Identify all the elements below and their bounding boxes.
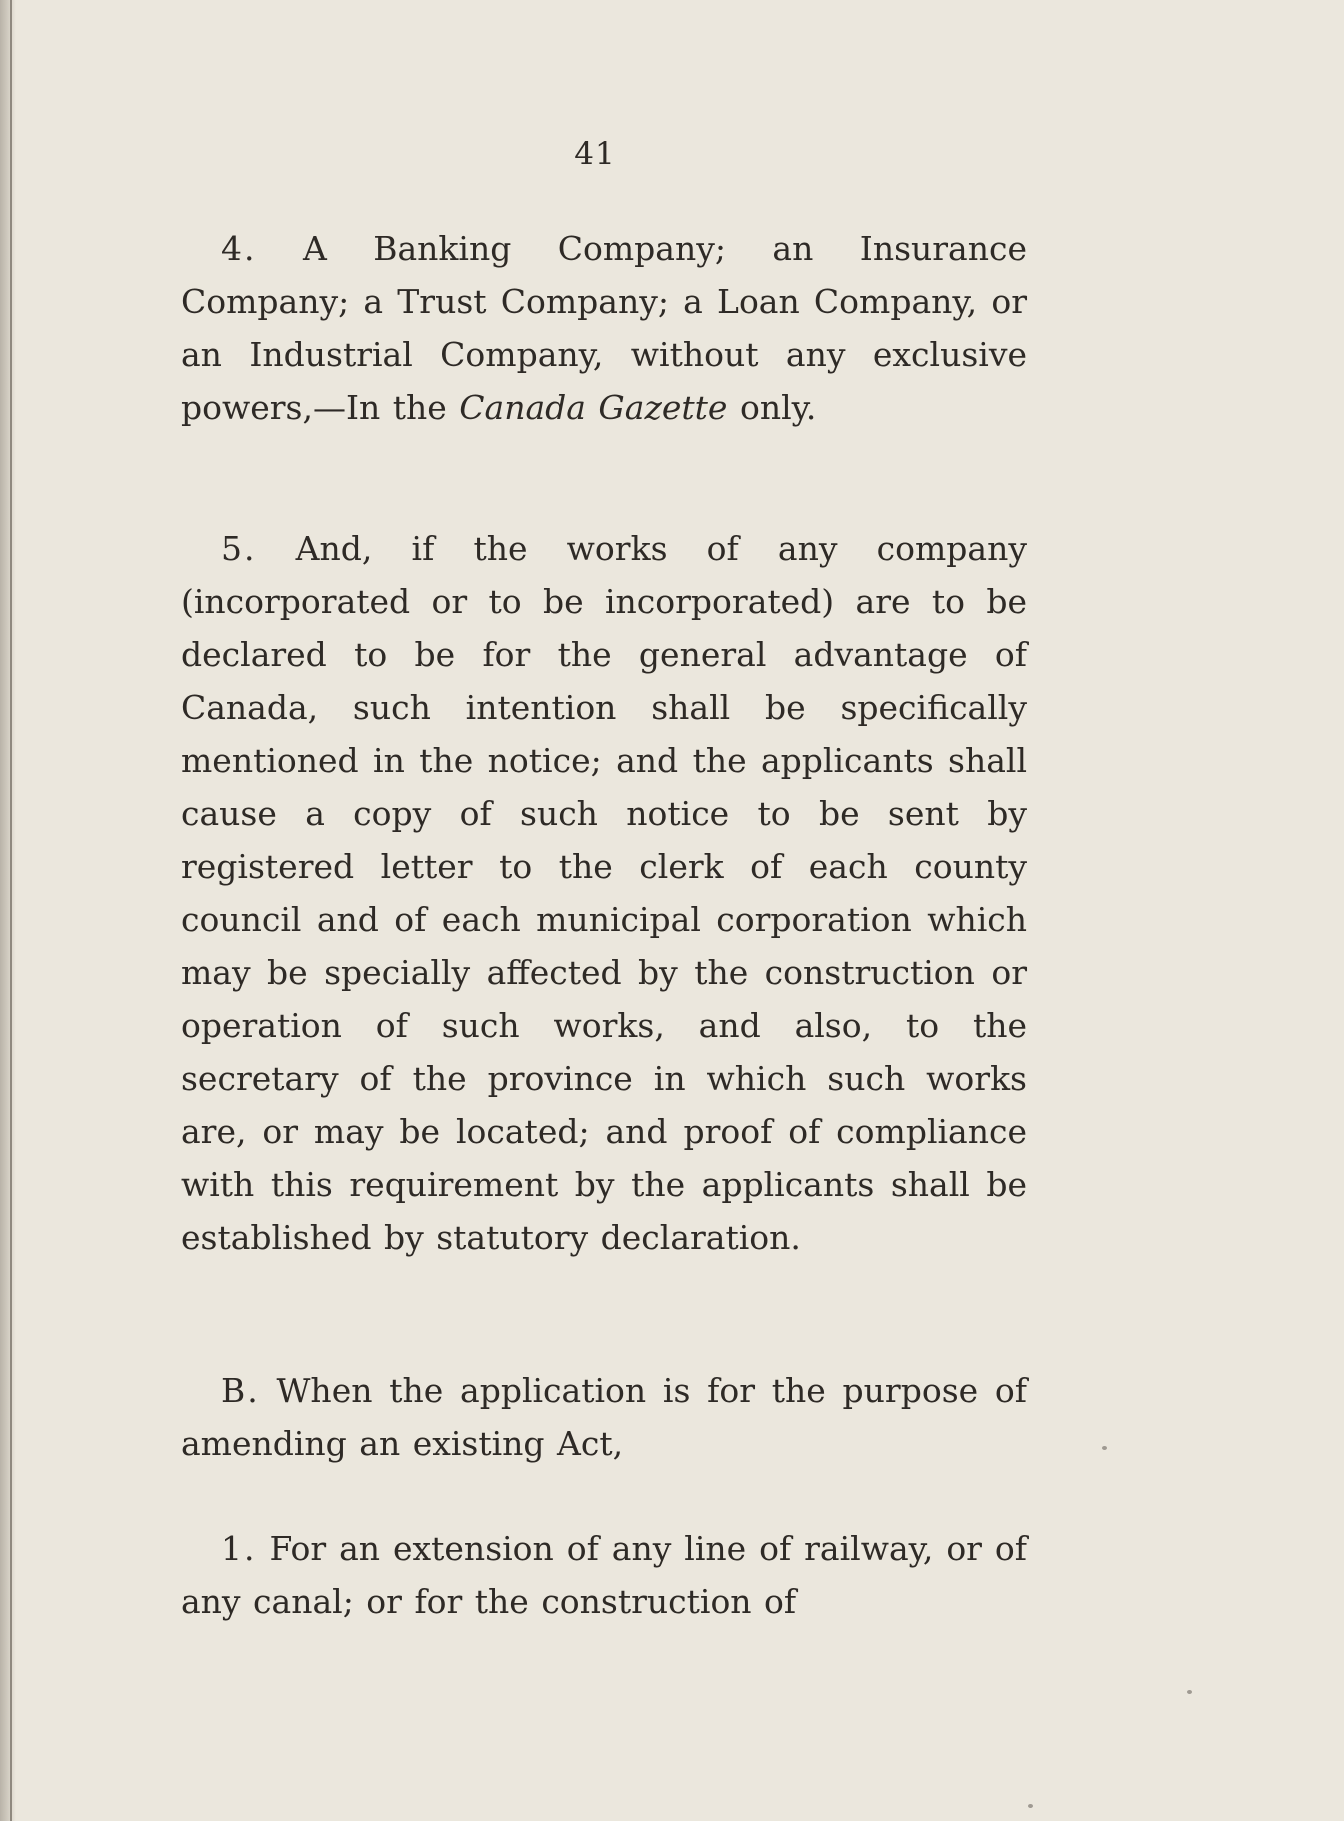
paragraph-4-tail: only. <box>739 388 817 427</box>
page-number: 41 <box>574 136 616 172</box>
paragraph-1-text: For an extension of any line of railway, or of any canal; or for the construction of <box>181 1529 1027 1621</box>
paragraph-5-label: 5. <box>221 529 257 568</box>
ink-fleck <box>1187 1690 1192 1694</box>
paragraph-4-body <box>181 222 1027 434</box>
paragraph-1 <box>181 1522 1027 1628</box>
paragraph-1-label: 1. <box>221 1529 257 1568</box>
page-binding-edge <box>0 0 16 1821</box>
paragraph-5-text: And, if the works of any company (incorporated or to be incorporated) are to be declared to be for the general advantage of Canada, such intention shall be specifically mentioned in the notice; and the applicants shall cause a copy of such notice to be sent by registered letter to the clerk of each county council and of each municipal corporation which may be specially affected by the construction or operation of such works, and also, to the secretary of the province in which such works are, or may be located; and proof of compliance with this requirement by the applicants shall be established by statutory declaration. <box>181 529 1027 1257</box>
paragraph-4-label: 4. <box>221 229 257 268</box>
paragraph-4-text: A Banking Company; an Insurance Company; a Trust Company; a Loan Company, or an Industrial Company, without any exclusive powers,—In the <box>181 229 1027 427</box>
paragraph-5-body <box>181 522 1027 1264</box>
paragraph-1-body <box>181 1522 1027 1628</box>
paragraph-b-body <box>181 1364 1027 1470</box>
paragraph-5 <box>181 522 1027 1264</box>
page-binding-line <box>10 0 12 1821</box>
paragraph-4-italic-title: Canada Gazette <box>459 388 728 427</box>
paragraph-b <box>181 1364 1027 1470</box>
ink-fleck <box>1102 1446 1107 1450</box>
paragraph-4 <box>181 222 1027 434</box>
ink-fleck <box>1028 1804 1033 1808</box>
paragraph-b-label: B. <box>221 1371 260 1410</box>
paragraph-b-text: When the application is for the purpose of amending an existing Act, <box>181 1371 1027 1463</box>
